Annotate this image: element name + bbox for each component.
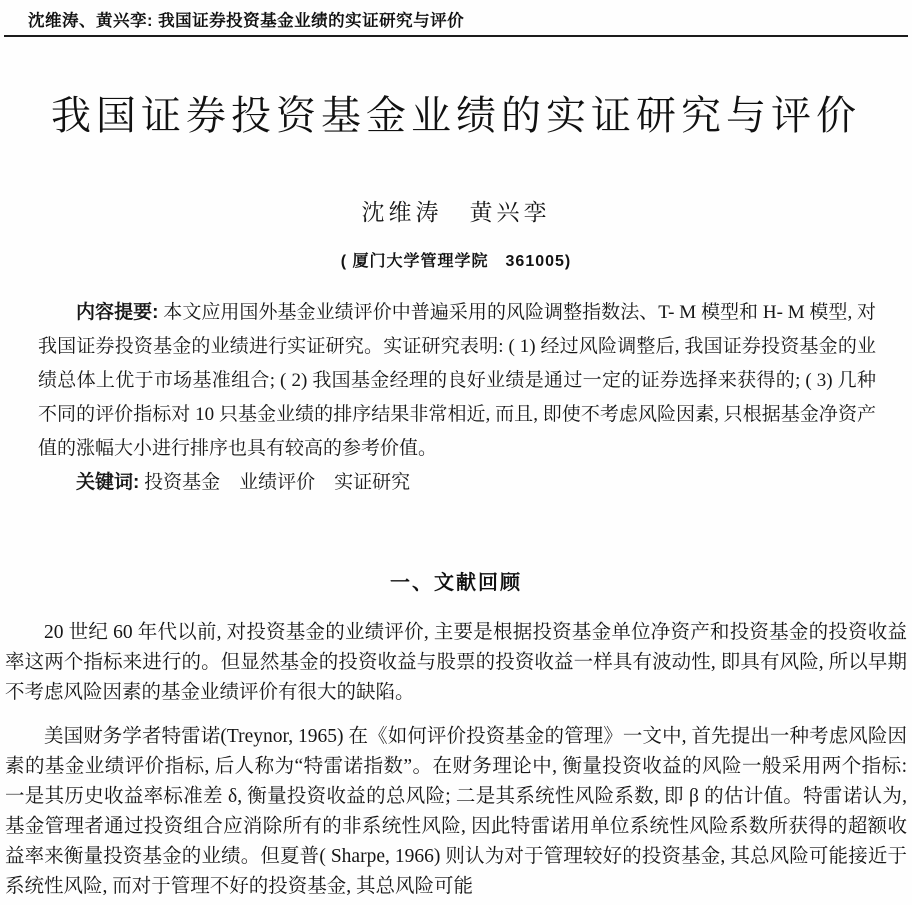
abstract-block bbox=[38, 296, 876, 500]
keywords-label: 关键词: bbox=[76, 472, 140, 493]
header-rule bbox=[4, 35, 908, 37]
keywords-text: 投资基金 业绩评价 实证研究 bbox=[139, 472, 411, 493]
running-header: 沈维涛、黄兴孪: 我国证券投资基金业绩的实证研究与评价 bbox=[28, 12, 465, 30]
abstract-label: 内容提要: bbox=[76, 302, 159, 323]
abstract-paragraph bbox=[38, 296, 876, 466]
paper-title: 我国证券投资基金业绩的实证研究与评价 bbox=[51, 93, 861, 138]
section-heading: 一、文献回顾 bbox=[390, 572, 522, 594]
keywords-line bbox=[38, 466, 876, 500]
body-paragraph-1: 20 世纪 60 年代以前, 对投资基金的业绩评价, 主要是根据投资基金单位净资产和投资基金的投资收益率这两个指标来进行的。但显然基金的投资收益与股票的投资收益一样具有波动性, 即具有风险, 所以早期不考虑风险因素的基金业绩评价有很大的缺陷。 bbox=[5, 622, 907, 703]
body-paragraph-2: 美国财务学者特雷诺(Treynor, 1965) 在《如何评价投资基金的管理》一文中, 首先提出一种考虑风险因素的基金业绩评价指标, 后人称为“特雷诺指数”。在财务理论中, 衡量投资收益的风险一般采用两个指标: 一是其历史收益率标准差 δ, 衡量投资收益的总风险; 二是其系统性风险系数, 即 β 的估计值。特雷诺认为, 基金管理者通过投资组合应消除所有的非系统性风险, 因此特雷诺用单位系统性风险系数所获得的超额收益率来衡量投资基金的业绩。但夏普( Sharpe, 1966) 则认为对于管理较好的投资基金, 其总风险可能接近于系统性风险, 而对于管理不好的投资基金, 其总风险可能 bbox=[5, 726, 907, 897]
abstract-text: 本文应用国外基金业绩评价中普遍采用的风险调整指数法、T- M 模型和 H- M 模型, 对我国证券投资基金的业绩进行实证研究。实证研究表明: ( 1) 经过风险调整后, 我国证券投资基金的业绩总体上优于市场基准组合; ( 2) 我国基金经理的良好业绩是通过一定的证券选择来获得的; ( 3) 几种不同的评价指标对 10 只基金业绩的排序结果非常相近, 而且, 即使不考虑风险因素, 只根据基金净资产值的涨幅大小进行排序也具有较高的参考价值。 bbox=[38, 302, 876, 459]
body-text bbox=[5, 618, 907, 905]
authors: 沈维涛 黄兴孪 bbox=[361, 200, 551, 225]
affiliation: ( 厦门大学管理学院 361005) bbox=[340, 253, 572, 270]
